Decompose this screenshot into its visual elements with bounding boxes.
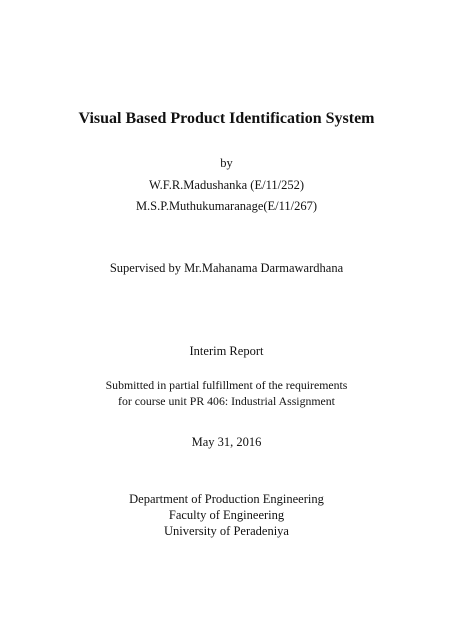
report-date: May 31, 2016: [191, 435, 262, 449]
by-label: by: [220, 156, 233, 170]
supervisor-line: Supervised by Mr.Mahanama Darmawardhana: [109, 261, 344, 275]
department: Department of Production Engineering: [129, 492, 324, 506]
report-type: Interim Report: [189, 344, 264, 358]
author-1: W.F.R.Madushanka (E/11/252): [148, 178, 304, 192]
submission-line-2: for course unit PR 406: Industrial Assignment: [118, 394, 335, 408]
university: University of Peradeniya: [164, 524, 289, 538]
faculty: Faculty of Engineering: [168, 508, 285, 522]
submission-line-1: Submitted in partial fulfillment of the requirements: [105, 378, 348, 392]
author-2: M.S.P.Muthukumaranage(E/11/267): [135, 199, 318, 213]
document-title: Visual Based Product Identification System: [78, 110, 375, 127]
